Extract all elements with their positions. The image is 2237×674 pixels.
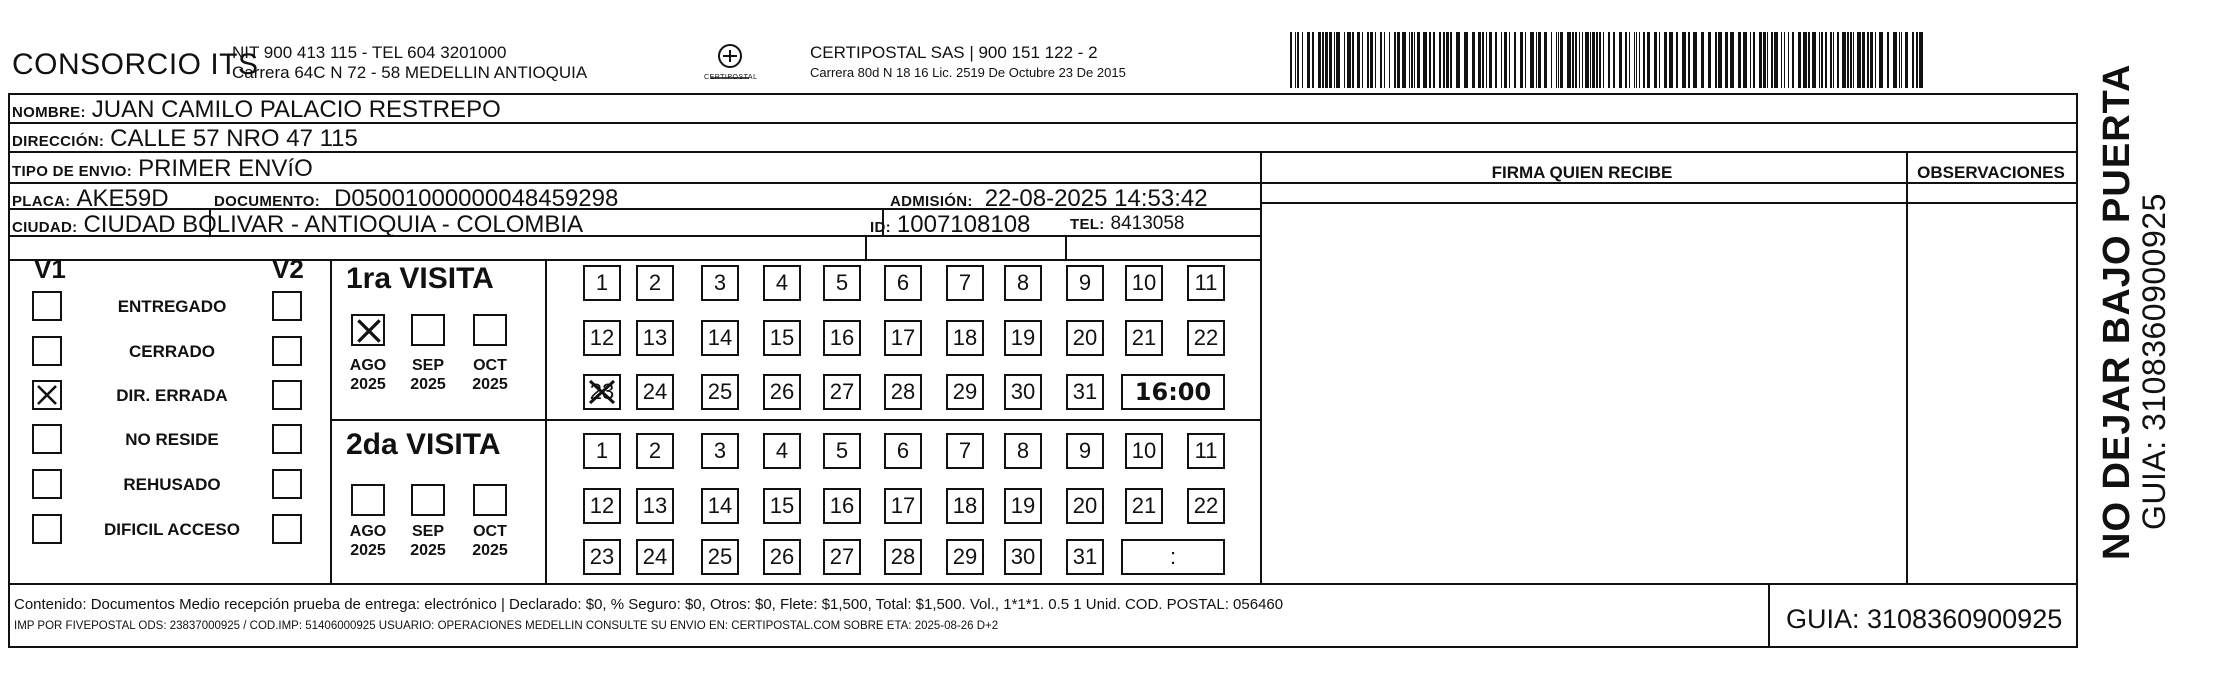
- status-label: DIR. ERRADA: [116, 386, 228, 405]
- admission-label: ADMISIÓN:: [890, 193, 973, 210]
- v1-checkbox[interactable]: [32, 380, 62, 410]
- tel-row: [1070, 213, 1185, 235]
- visit1-day-box[interactable]: 25: [701, 374, 739, 410]
- signature-column-header: FIRMA QUIEN RECIBE: [1491, 163, 1673, 182]
- v2-checkbox[interactable]: [272, 514, 302, 544]
- visit1-day-box[interactable]: 10: [1125, 265, 1163, 301]
- visit1-day-box[interactable]: 11: [1187, 265, 1225, 301]
- barcode: [1290, 32, 1930, 88]
- city-value: CIUDAD BOLIVAR - ANTIOQUIA - COLOMBIA: [83, 211, 584, 238]
- visit2-day-box[interactable]: 7: [946, 433, 984, 469]
- carrier-line: CERTIPOSTAL SAS | 900 151 122 - 2: [810, 43, 1098, 62]
- visit2-day-box[interactable]: 14: [701, 488, 739, 524]
- visit1-day-box[interactable]: 15: [763, 320, 801, 356]
- visit1-day-box[interactable]: 28: [884, 374, 922, 410]
- tel-value: 8413058: [1110, 213, 1185, 234]
- visit1-day-box[interactable]: 29: [946, 374, 984, 410]
- guia-number: GUIA: 3108360900925: [1786, 604, 2063, 634]
- visit2-day-box[interactable]: 9: [1066, 433, 1104, 469]
- visit2-day-box[interactable]: 11: [1187, 433, 1225, 469]
- visit2-day-box[interactable]: 30: [1004, 539, 1042, 575]
- name-row: [12, 96, 501, 124]
- visit2-day-box[interactable]: 3: [701, 433, 739, 469]
- name-label: NOMBRE:: [12, 104, 86, 121]
- visit2-day-box[interactable]: 4: [763, 433, 801, 469]
- visit2-month-checkbox[interactable]: [351, 484, 385, 516]
- observations-column-header: OBSERVACIONES: [1917, 163, 2065, 182]
- v2-checkbox[interactable]: [272, 336, 302, 366]
- visit1-day-box[interactable]: 2: [636, 265, 674, 301]
- status-label: DIFICIL ACCESO: [103, 520, 240, 539]
- visit2-day-box[interactable]: 29: [946, 539, 984, 575]
- visit2-day-box[interactable]: 13: [636, 488, 674, 524]
- visit2-day-box[interactable]: 12: [583, 488, 621, 524]
- visit1-day-box[interactable]: 22: [1187, 320, 1225, 356]
- visit2-day-box[interactable]: 27: [823, 539, 861, 575]
- document-label: DOCUMENTO:: [214, 193, 321, 210]
- v1-checkbox[interactable]: [32, 514, 62, 544]
- visit1-day-box[interactable]: 16: [823, 320, 861, 356]
- shipment-type-label: TIPO DE ENVIO:: [12, 163, 133, 180]
- v2-checkbox[interactable]: [272, 469, 302, 499]
- status-label: REHUSADO: [123, 475, 221, 494]
- recipient-name: JUAN CAMILO PALACIO RESTREPO: [91, 96, 501, 123]
- document-value: D05001000000048459298: [334, 185, 619, 212]
- v2-checkbox[interactable]: [272, 380, 302, 410]
- visit1-day-box[interactable]: 7: [946, 265, 984, 301]
- status-label: NO RESIDE: [125, 430, 219, 449]
- plate-label: PLACA:: [12, 193, 71, 210]
- visit1-day-box[interactable]: 31: [1066, 374, 1104, 410]
- plate-value: AKE59D: [76, 185, 169, 212]
- v1-checkbox[interactable]: [32, 291, 62, 321]
- visit2-day-box[interactable]: 25: [701, 539, 739, 575]
- visit1-day-box[interactable]: 6: [884, 265, 922, 301]
- visit1-month-checkbox[interactable]: [411, 314, 445, 346]
- recipient-address: CALLE 57 NRO 47 115: [110, 125, 358, 152]
- tel-label: TEL:: [1070, 216, 1105, 233]
- visit2-day-box[interactable]: 6: [884, 433, 922, 469]
- id-row: [870, 211, 1030, 239]
- visit1-day-box[interactable]: 18: [946, 320, 984, 356]
- status-label: ENTREGADO: [117, 297, 227, 316]
- visit1-day-box[interactable]: 20: [1066, 320, 1104, 356]
- visit1-day-box[interactable]: 26: [763, 374, 801, 410]
- visit1-month-label: SEP 2025: [410, 357, 446, 393]
- visit2-month-label: AGO 2025: [349, 523, 387, 559]
- contents-line: Contenido: Documentos Medio recepción prueba de entrega: electrónico | Declarado: $0, % Seguro: $0, Otros: $0, Flete: $1,500, Total: $1,500. Vol., 1*1*1. 0.5 1 Unid. COD. POSTAL: 056460: [14, 596, 1284, 613]
- visit2-month-label: OCT 2025: [472, 523, 508, 559]
- city-label: CIUDAD:: [12, 219, 78, 236]
- side-guia: GUIA: 3108360900925: [2136, 193, 2172, 530]
- visit1-day-box[interactable]: 21: [1125, 320, 1163, 356]
- visit2-title: 2da VISITA: [346, 428, 501, 461]
- city-row: [12, 211, 583, 239]
- admission-value: 22-08-2025 14:53:42: [984, 185, 1208, 212]
- visit2-day-box[interactable]: 20: [1066, 488, 1104, 524]
- visit1-day-box[interactable]: 13: [636, 320, 674, 356]
- id-value: 1007108108: [896, 211, 1031, 238]
- visit2-day-box[interactable]: 5: [823, 433, 861, 469]
- address-row: [12, 125, 358, 153]
- id-label: ID:: [870, 219, 891, 236]
- document-row: [214, 185, 618, 213]
- v1-checkbox[interactable]: [32, 469, 62, 499]
- shipment-type-row: [12, 155, 313, 183]
- visit2-day-box[interactable]: 18: [946, 488, 984, 524]
- visit1-day-box[interactable]: 1: [583, 265, 621, 301]
- visit2-day-box[interactable]: 19: [1004, 488, 1042, 524]
- v2-checkbox[interactable]: [272, 291, 302, 321]
- visit2-day-box[interactable]: 28: [884, 539, 922, 575]
- visit1-day-box[interactable]: 3: [701, 265, 739, 301]
- plate-row: [12, 185, 169, 213]
- visit1-day-box[interactable]: 23: [583, 374, 621, 410]
- visit1-day-box[interactable]: 4: [763, 265, 801, 301]
- visit1-day-box[interactable]: 8: [1004, 265, 1042, 301]
- sender-address: Carrera 64C N 72 - 58 MEDELLIN ANTIOQUIA: [232, 63, 588, 82]
- visit2-day-box[interactable]: 21: [1125, 488, 1163, 524]
- visit1-day-box[interactable]: 14: [701, 320, 739, 356]
- visit2-day-box[interactable]: 10: [1125, 433, 1163, 469]
- visit1-day-box[interactable]: 24: [636, 374, 674, 410]
- status-label: CERRADO: [129, 342, 215, 361]
- v1-checkbox[interactable]: [32, 424, 62, 454]
- visit2-day-box[interactable]: 16: [823, 488, 861, 524]
- visit1-day-box[interactable]: 5: [823, 265, 861, 301]
- visit2-day-box[interactable]: 31: [1066, 539, 1104, 575]
- visit1-day-box[interactable]: 30: [1004, 374, 1042, 410]
- visit2-day-box[interactable]: 8: [1004, 433, 1042, 469]
- address-label: DIRECCIÓN:: [12, 133, 105, 150]
- visit1-month-label: OCT 2025: [472, 357, 508, 393]
- visit1-month-checkbox[interactable]: [473, 314, 507, 346]
- logo-caption: CERTIPOSTAL: [704, 74, 758, 81]
- visit1-time-box[interactable]: 16:00: [1121, 374, 1225, 410]
- visit2-month-checkbox[interactable]: [411, 484, 445, 516]
- shipment-type: PRIMER ENVíO: [138, 155, 313, 182]
- side-notice: NO DEJAR BAJO PUERTA: [2096, 63, 2138, 560]
- v1-header: V1: [34, 254, 66, 284]
- v2-checkbox[interactable]: [272, 424, 302, 454]
- visit1-day-box[interactable]: 12: [583, 320, 621, 356]
- visit1-day-box[interactable]: 9: [1066, 265, 1104, 301]
- visit2-day-box[interactable]: 26: [763, 539, 801, 575]
- v1-checkbox[interactable]: [32, 336, 62, 366]
- print-info-line: IMP POR FIVEPOSTAL ODS: 23837000925 / COD.IMP: 51406000925 USUARIO: OPERACIONES MEDELLIN CONSULTE SU ENVIO EN: CERTIPOSTAL.COM SOBRE ETA: 2025-08-26 D+2: [14, 620, 999, 632]
- visit1-day-box[interactable]: 17: [884, 320, 922, 356]
- visit1-day-box[interactable]: 27: [823, 374, 861, 410]
- nit-line: NIT 900 413 115 - TEL 604 3201000: [232, 43, 507, 62]
- visit1-month-label: AGO 2025: [349, 357, 387, 393]
- visit2-day-box[interactable]: 15: [763, 488, 801, 524]
- visit2-day-box[interactable]: 17: [884, 488, 922, 524]
- visit2-month-label: SEP 2025: [410, 523, 446, 559]
- brand-name: CONSORCIO ITS: [12, 48, 259, 81]
- visit2-day-box[interactable]: 23: [583, 539, 621, 575]
- visit2-month-checkbox[interactable]: [473, 484, 507, 516]
- visit2-day-box[interactable]: 2: [636, 433, 674, 469]
- visit1-title: 1ra VISITA: [346, 262, 494, 295]
- visit1-month-checkbox[interactable]: [351, 314, 385, 346]
- visit2-time-box[interactable]: :: [1121, 539, 1225, 575]
- v2-header: V2: [272, 254, 304, 284]
- carrier-address: Carrera 80d N 18 16 Lic. 2519 De Octubre 23 De 2015: [810, 65, 1126, 80]
- visit1-day-box[interactable]: 19: [1004, 320, 1042, 356]
- visit2-day-box[interactable]: 24: [636, 539, 674, 575]
- admission-row: [890, 185, 1208, 213]
- visit2-day-box[interactable]: 1: [583, 433, 621, 469]
- visit2-day-box[interactable]: 22: [1187, 488, 1225, 524]
